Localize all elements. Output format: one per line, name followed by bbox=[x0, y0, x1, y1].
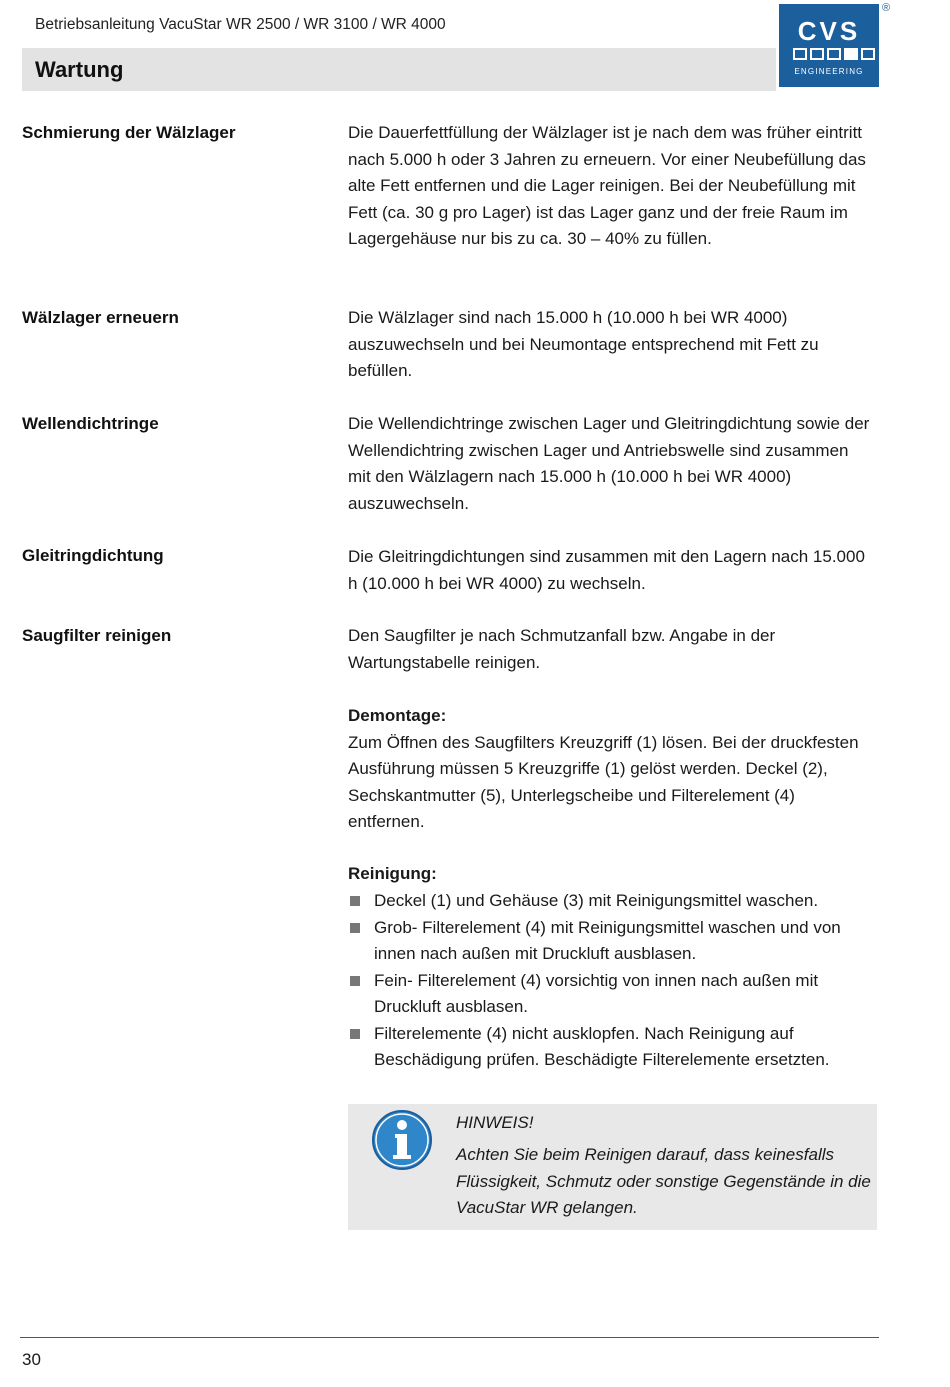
bullet-square-icon bbox=[350, 923, 360, 933]
bullet-square-icon bbox=[350, 896, 360, 906]
logo-name: CVS bbox=[797, 16, 861, 46]
page-number: 30 bbox=[22, 1350, 41, 1369]
document-title: Betriebsanleitung VacuStar WR 2500 / WR 3100 / WR 4000 bbox=[35, 16, 446, 33]
reinigung-heading: Reinigung: bbox=[348, 864, 437, 883]
reinigung-list bbox=[348, 888, 878, 1074]
note-box bbox=[348, 1104, 877, 1230]
list-item: Fein- Filterelement (4) vorsichtig von innen nach außen mit Druckluft ausblasen. bbox=[348, 968, 878, 1021]
text-saugfilter: Den Saugfilter je nach Schmutzanfall bzw. Angabe in der Wartungstabelle reinigen. bbox=[348, 626, 776, 672]
text-wellendichtringe: Die Wellendichtringe zwischen Lager und Gleitringdichtung sowie der Wellendichtring zwischen Lager und Antriebswelle sind zusammen mit den Wälzlagern nach 15.000 h (10.000 h bei WR 4000) auszuwechseln. bbox=[348, 414, 870, 513]
label-schmierung: Schmierung der Wälzlager bbox=[22, 123, 236, 142]
note-text: Achten Sie beim Reinigen darauf, dass keinesfalls Flüssigkeit, Schmutz oder sonstige Gegenstände in die VacuStar WR gelangen. bbox=[456, 1145, 871, 1217]
logo-subtitle: ENGINEERING bbox=[794, 67, 864, 76]
info-icon bbox=[370, 1108, 434, 1177]
footer-divider bbox=[20, 1337, 879, 1338]
registered-mark: ® bbox=[882, 2, 891, 14]
text-waelzlager-erneuern: Die Wälzlager sind nach 15.000 h (10.000 h bei WR 4000) auszuwechseln und bei Neumontage entsprechend mit Fett zu befüllen. bbox=[348, 308, 819, 380]
demontage-heading: Demontage: bbox=[348, 706, 447, 725]
logo-squares bbox=[793, 48, 875, 60]
bullet-square-icon bbox=[350, 1029, 360, 1039]
section-header-bar bbox=[22, 48, 776, 91]
demontage-text: Zum Öffnen des Saugfilters Kreuzgriff (1) lösen. Bei der druckfesten Ausführung müssen 5 Kreuzgriffe (1) gelöst werden. Deckel (2), Sechskantmutter (5), Unterlegscheibe und Filterelement (4) entfernen. bbox=[348, 732, 859, 831]
label-saugfilter: Saugfilter reinigen bbox=[22, 626, 172, 645]
label-waelzlager-erneuern: Wälzlager erneuern bbox=[22, 308, 179, 327]
section-title: Wartung bbox=[35, 57, 124, 82]
list-item: Filterelemente (4) nicht ausklopfen. Nach Reinigung auf Beschädigung prüfen. Beschädigte Filterelemente ersetzten. bbox=[348, 1021, 878, 1074]
text-gleitringdichtung: Die Gleitringdichtungen sind zusammen mit den Lagern nach 15.000 h (10.000 h bei WR 4000) zu wechseln. bbox=[348, 547, 865, 593]
note-title: HINWEIS! bbox=[456, 1113, 534, 1132]
demontage-block bbox=[348, 703, 873, 836]
company-logo bbox=[779, 4, 879, 87]
list-item: Grob- Filterelement (4) mit Reinigungsmittel waschen und von innen nach außen mit Druckluft ausblasen. bbox=[348, 915, 878, 968]
text-schmierung: Die Dauerfettfüllung der Wälzlager ist je nach dem was früher eintritt nach 5.000 h oder 3 Jahren zu erneuern. Vor einer Neubefüllung das alte Fett entfernen und die Lager reinigen. Bei der Neubefüllung mit Fett (ca. 30 g pro Lager) ist das Lager ganz und der freie Raum im Lagergehäuse nur bis zu ca. 30 – 40% zu füllen. bbox=[348, 123, 866, 248]
label-wellendichtringe: Wellendichtringe bbox=[22, 414, 159, 433]
bullet-square-icon bbox=[350, 976, 360, 986]
label-gleitringdichtung: Gleitringdichtung bbox=[22, 546, 164, 565]
list-item: Deckel (1) und Gehäuse (3) mit Reinigungsmittel waschen. bbox=[348, 888, 878, 915]
